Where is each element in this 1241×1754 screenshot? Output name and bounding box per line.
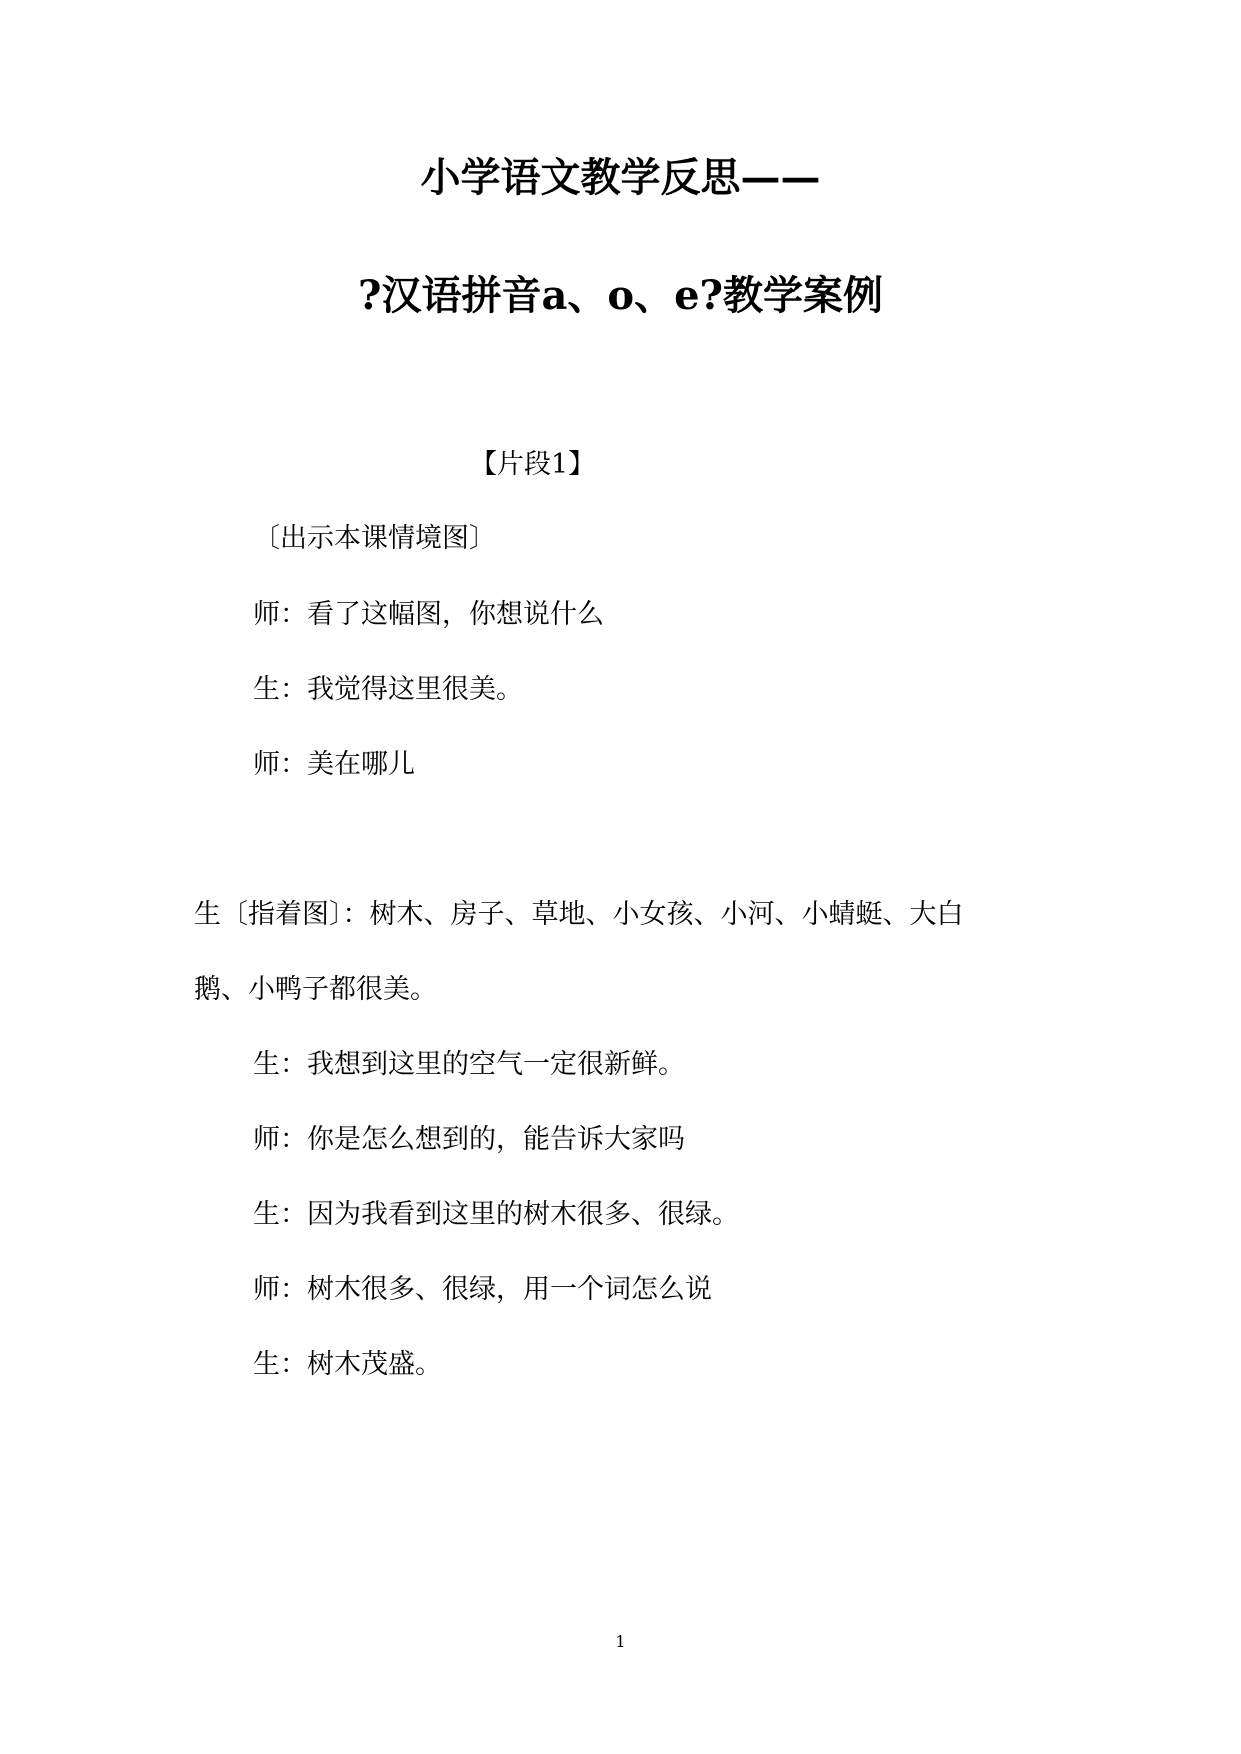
dialogue-line: 生：因为我看到这里的树木很多、很绿。 xyxy=(253,1199,739,1230)
dialogue-line: 师：你是怎么想到的，能告诉大家吗 xyxy=(253,1124,685,1155)
document-title-line-1: 小学语文教学反思—— xyxy=(420,154,821,201)
dialogue-line-continuation: 鹅、小鸭子都很美。 xyxy=(194,974,437,1005)
dialogue-line: 师：树木很多、很绿，用一个词怎么说 xyxy=(253,1274,712,1305)
dialogue-line: 生：我觉得这里很美。 xyxy=(253,674,523,705)
dialogue-line: 生〔指着图〕：树木、房子、草地、小女孩、小河、小蜻蜓、大白 xyxy=(194,899,964,930)
dialogue-line: 生：我想到这里的空气一定很新鲜。 xyxy=(253,1049,685,1080)
section-heading: 【片段1】 xyxy=(470,449,596,480)
stage-direction: 〔出示本课情境图〕 xyxy=(253,523,496,554)
dialogue-line: 师：美在哪儿 xyxy=(253,749,415,780)
page-number: 1 xyxy=(615,1632,626,1651)
document-title-line-2: ?汉语拼音a、o、e?教学案例 xyxy=(358,272,883,319)
dialogue-line: 师：看了这幅图，你想说什么 xyxy=(253,599,604,630)
dialogue-line: 生：树木茂盛。 xyxy=(253,1349,442,1380)
